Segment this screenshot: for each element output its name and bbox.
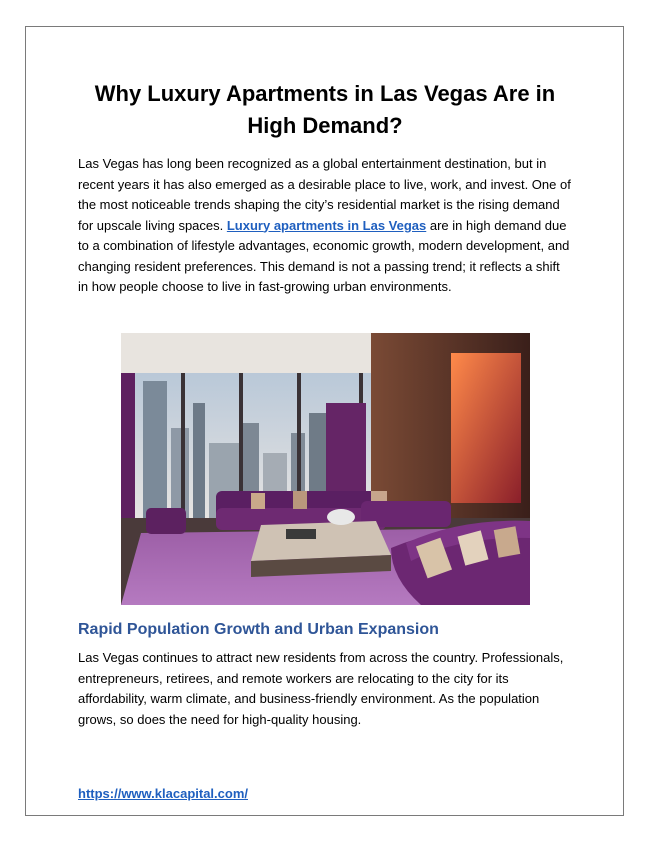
title-line-1: Why Luxury Apartments in Las Vegas Are in (94, 81, 556, 106)
page-title (60, 78, 590, 142)
section-paragraph: Las Vegas continues to attract new residents from across the country. Professionals, entrepreneurs, retirees, and remote workers are relocating to the city for its affordability, warm climate, and business-friendly environment. As the population grows, so does the need for high-quality housing. (78, 650, 564, 727)
luxury-apartments-link[interactable]: Luxury apartments in Las Vegas (226, 217, 427, 233)
luxury-living-room-illustration (121, 333, 530, 605)
intro-text-start: Las Vegas has long been recognized as a global entertainment destination, but in recent years it has also emerged as a desirable place to live, work, and invest. One of the most noticeable trends shaping the city’s residential market is the rising demand for upscale living spaces. (78, 156, 571, 233)
living-room-photo (121, 333, 530, 605)
title-line-2: High Demand? (247, 113, 403, 138)
section-heading: Rapid Population Growth and Urban Expansion (78, 621, 439, 638)
intro-text-end: are in high demand due to a combination of lifestyle advantages, economic growth, modern development, and changing resident preferences. This demand is not a passing trend; it reflects a shift in how people choose to live in fast-growing urban environments. (78, 217, 570, 294)
footer-website-link[interactable]: https://www.klacapital.com/ (78, 786, 248, 801)
intro-paragraph (78, 154, 573, 298)
